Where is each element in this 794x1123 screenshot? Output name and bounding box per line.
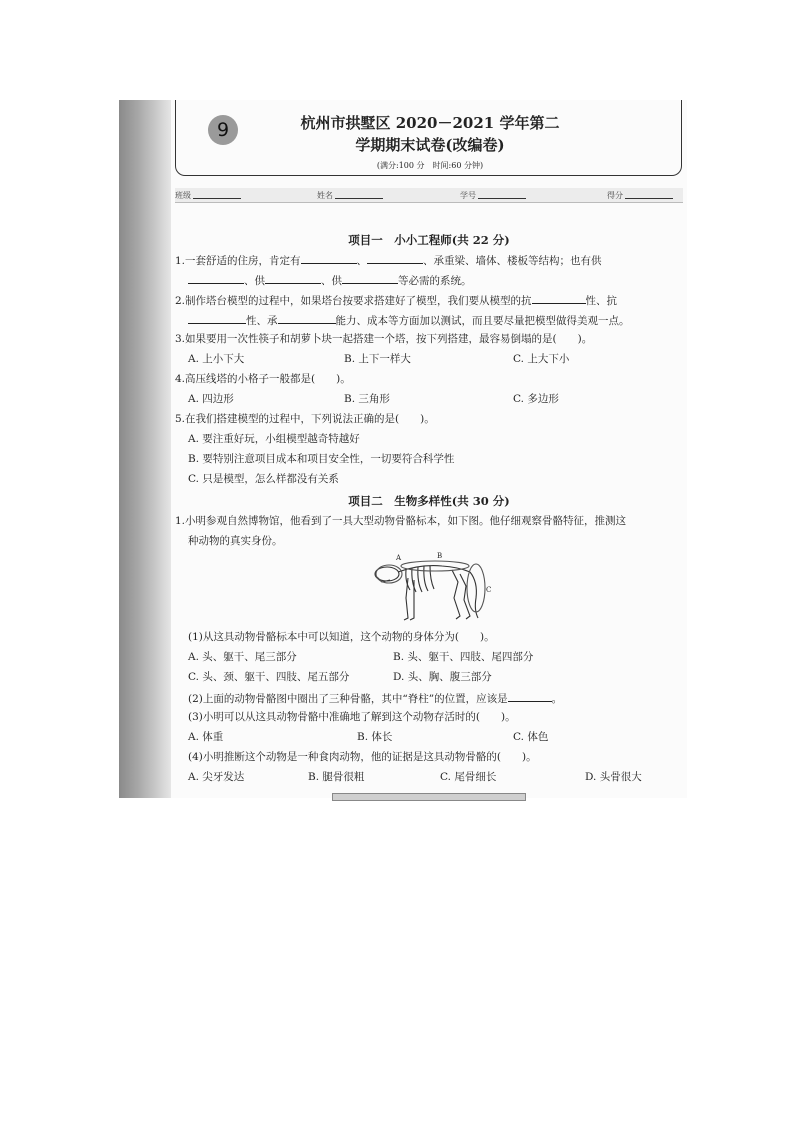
s1-q1-blank5[interactable] (342, 272, 398, 284)
s1-q3-option-c[interactable]: C. 上大下小 (513, 353, 570, 365)
s2-sub2 (188, 690, 562, 706)
s1-q5: 5.在我们搭建模型的过程中，下列说法正确的是( )。 (175, 413, 435, 425)
class-label: 班级 (175, 191, 191, 200)
score-field[interactable] (607, 190, 673, 201)
s1-q1-text-f: 等必需的系统。 (398, 275, 472, 287)
class-field[interactable] (175, 190, 241, 201)
s1-q5-option-c[interactable]: C. 只是模型，怎么样都没有关系 (188, 473, 339, 485)
score-label: 得分 (607, 191, 623, 200)
s1-q2-blank2[interactable] (188, 312, 246, 324)
s2-sub4-option-a[interactable]: A. 尖牙发达 (188, 771, 245, 783)
name-blank[interactable] (335, 190, 383, 199)
s1-q1-blank2[interactable] (367, 252, 423, 264)
s2-sub1-option-a[interactable]: A. 头、躯干、尾三部分 (188, 651, 297, 663)
s2-sub3-option-b[interactable]: B. 体长 (357, 731, 393, 743)
s1-q4-option-c[interactable]: C. 多边形 (513, 393, 559, 405)
s1-q1-line1 (175, 252, 602, 268)
section2-title: 项目二 生物多样性(共 30 分) (348, 494, 510, 508)
s2-sub4-option-c[interactable]: C. 尾骨细长 (440, 771, 497, 783)
s2-sub2-end: 。 (551, 693, 563, 705)
section1-title: 项目一 小小工程师(共 22 分) (348, 233, 510, 247)
s1-q3-option-a[interactable]: A. 上小下大 (188, 353, 245, 365)
s1-q2-text-c: 性、承 (246, 315, 278, 327)
s1-q2-text-a: 2.制作塔台模型的过程中，如果塔台按要求搭建好了模型，我们要从模型的抗 (175, 295, 532, 307)
s1-q1-blank4[interactable] (265, 272, 321, 284)
student-info-row (175, 188, 683, 203)
s2-sub3: (3)小明可以从这具动物骨骼中准确地了解到这个动物存活时的( )。 (188, 711, 516, 723)
s2-sub3-option-c[interactable]: C. 体色 (513, 731, 549, 743)
s1-q4: 4.高压线塔的小格子一般都是( )。 (175, 373, 351, 385)
s1-q1-text-c: 、承重梁、墙体、楼板等结构；也有供 (423, 255, 602, 267)
s1-q2-line2 (188, 312, 630, 328)
score-time-line: (满分:100 分 时间:60 分钟) (376, 161, 484, 170)
animal-skeleton-figure (370, 552, 495, 624)
s1-q1-line2 (188, 272, 472, 288)
s2-sub4: (4)小明推断这个动物是一种食肉动物，他的证据是这具动物骨骼的( )。 (188, 751, 537, 763)
s1-q2-text-d: 能力、成本等方面加以测试，而且要尽量把模型做得美观一点。 (335, 315, 630, 327)
label-c: C (486, 586, 492, 594)
s2-sub3-option-a[interactable]: A. 体重 (188, 731, 224, 743)
s1-q1-text-e: 、供 (321, 275, 342, 287)
page-footer-bar (332, 793, 526, 801)
id-blank[interactable] (478, 190, 526, 199)
name-field[interactable] (317, 190, 383, 201)
s1-q3: 3.如果要用一次性筷子和胡萝卜块一起搭建一个塔，按下列搭建，最容易倒塌的是( )。 (175, 333, 593, 345)
s2-q1-line1: 1.小明参观自然博物馆，他看到了一具大型动物骨骼标本，如下图。他仔细观察骨骼特征，推测这 (175, 515, 627, 527)
book-spine-shadow (119, 100, 171, 798)
s1-q4-option-b[interactable]: B. 三角形 (344, 393, 390, 405)
paper-number-badge: 9 (208, 115, 238, 145)
s2-sub2-text: (2)上面的动物骨骼图中圈出了三种骨骼，其中“脊柱”的位置，应该是 (188, 693, 508, 705)
s1-q2-line1 (175, 292, 617, 308)
s2-q1-line2: 种动物的真实身份。 (188, 535, 283, 547)
s2-sub4-option-b[interactable]: B. 腿骨很粗 (308, 771, 365, 783)
exam-title-line2: 学期期末试卷(改编卷) (355, 136, 505, 154)
s2-sub2-blank[interactable] (508, 690, 552, 702)
name-label: 姓名 (317, 191, 333, 200)
s1-q1-blank3[interactable] (188, 272, 244, 284)
s2-sub1: (1)从这具动物骨骼标本中可以知道，这个动物的身体分为( )。 (188, 631, 495, 643)
label-a: A (396, 554, 402, 562)
s1-q2-blank3[interactable] (278, 312, 336, 324)
s1-q1-blank1[interactable] (301, 252, 357, 264)
skeleton-drawing (375, 561, 485, 620)
front-legs-shape (404, 578, 414, 620)
s1-q2-text-b: 性、抗 (585, 295, 618, 307)
s1-q5-option-a[interactable]: A. 要注重好玩，小组模型越奇特越好 (188, 433, 360, 445)
s1-q3-option-b[interactable]: B. 上下一样大 (344, 353, 411, 365)
s1-q5-option-b[interactable]: B. 要特别注意项目成本和项目安全性，一切要符合科学性 (188, 453, 455, 465)
s1-q1-text-d: 、供 (244, 275, 265, 287)
id-label: 学号 (460, 191, 476, 200)
s1-q1-text-a: 1.一套舒适的住房，肯定有 (175, 255, 301, 267)
score-blank[interactable] (625, 190, 673, 199)
s1-q1-text-b: 、 (356, 255, 368, 267)
class-blank[interactable] (193, 190, 241, 199)
s1-q2-blank1[interactable] (532, 292, 586, 304)
s2-sub1-option-c[interactable]: C. 头、颈、躯干、四肢、尾五部分 (188, 671, 350, 683)
id-field[interactable] (460, 190, 526, 201)
s2-sub1-option-b[interactable]: B. 头、躯干、四肢、尾四部分 (393, 651, 534, 663)
label-b: B (437, 552, 443, 560)
s1-q4-option-a[interactable]: A. 四边形 (188, 393, 234, 405)
s2-sub4-option-d[interactable]: D. 头骨很大 (585, 771, 642, 783)
exam-title-line1: 杭州市拱墅区 2020－2021 学年第二 (300, 114, 560, 132)
s2-sub1-option-d[interactable]: D. 头、胸、腹三部分 (393, 671, 492, 683)
